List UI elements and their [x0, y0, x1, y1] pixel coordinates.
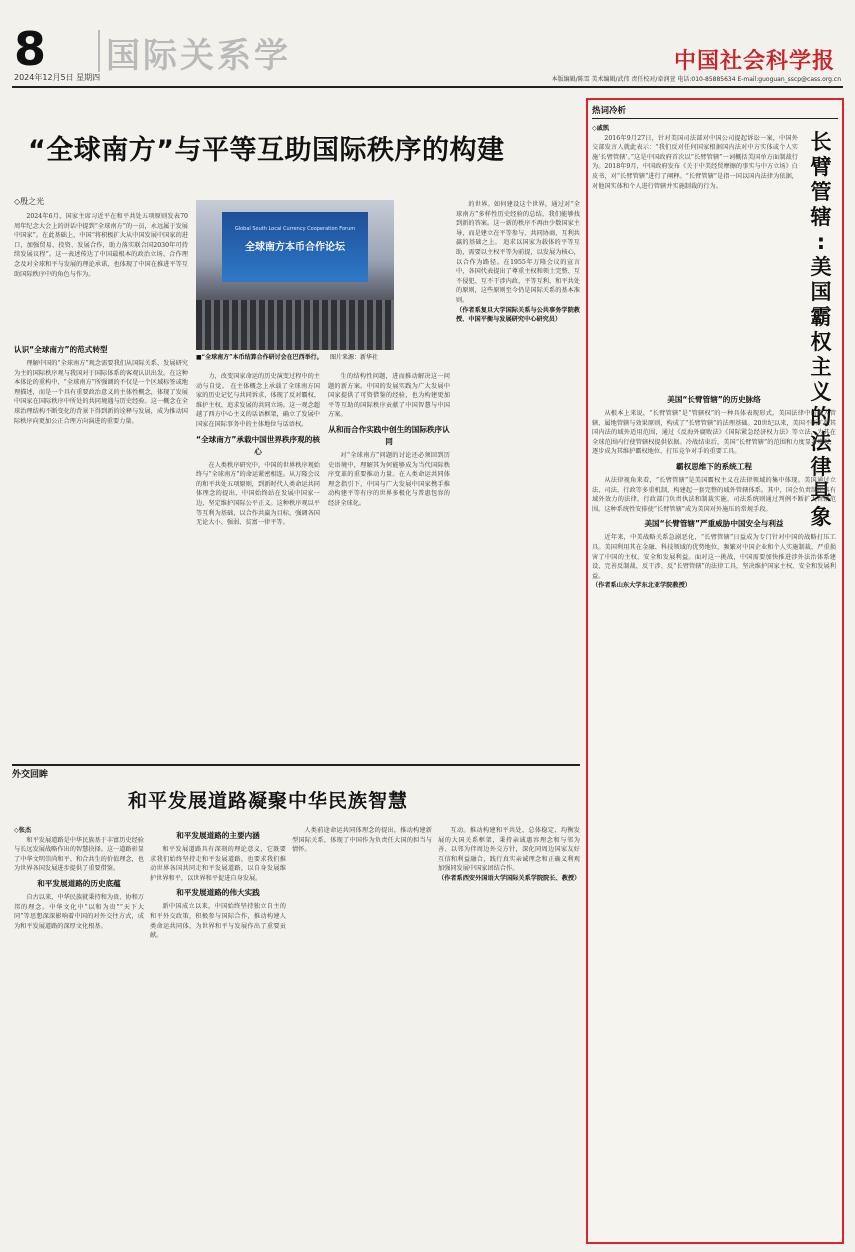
headline-char: :	[816, 230, 826, 254]
headline-char: 霸	[810, 305, 832, 329]
sidebar-body3: 近年来，中美战略关系急剧恶化，“长臂管辖”日益成为专门针对中国的战略打压工具。美国利用其在金融、科技领域的优势地位，频繁对中国企业和个人实施制裁，严重损害了中国的主权、安全和发展利益。面对这一挑战，中国需要加快推进涉外法治体系建设，完善反制裁、反干涉、反“长臂管辖”的法律工具，坚决维护国家主权、安全和发展利益。	[592, 534, 836, 580]
s2-column-4	[438, 826, 580, 1240]
headline-char: 辖	[810, 205, 832, 229]
headline-char: 法	[810, 430, 832, 454]
main-column-4	[456, 200, 580, 752]
header-rule	[12, 86, 843, 88]
headline-char: 律	[810, 455, 832, 479]
s2-column-3	[292, 826, 432, 1240]
sidebar-body2: 从法律视角来看，“长臂管辖”是美国霸权主义在法律领域的集中体现。美国通过立法、司法、行政等多重机制，构建起一套完整的域外管辖体系。其中，国会负责制定具有域外效力的法律，行政部门负责执法和制裁实施，司法系统则通过判例不断扩大管辖范围。这种系统性安排使“长臂管辖”成为美国对外施压的常规手段。	[592, 476, 836, 513]
headline-char: 象	[810, 505, 832, 529]
main-col3-text: 在人类秩序研究中，中国的世界秩序观始终与“全球南方”的命运紧密相连。从万隆会议的和平共处五项原则，到新时代人类命运共同体理念的提出，中国始终站在发展中国家一边，坚定维护国际公平正义。这种秩序观以平等互利为基础，以合作共赢为目标，强调各国无论大小、强弱、贫富一律平等。	[196, 461, 320, 527]
main-column-1	[14, 340, 188, 752]
main-author-note: （作者系复旦大学国际关系与公共事务学院教授、中国平衡与发展研究中心研究员）	[456, 306, 580, 324]
main-headline: “全球南方”与平等互助国际秩序的构建	[28, 135, 505, 166]
headline-char: 具	[810, 480, 832, 504]
screen-title-en: Global South Local Currency Cooperation Forum	[234, 226, 356, 232]
s2-col2b-text: 新中国成立以来，中国始终坚持独立自主的和平外交政策，积极参与国际合作，推动构建人类命运共同体，为世界和平与发展作出了重要贡献。	[150, 903, 286, 940]
section-title: 国际关系学	[106, 36, 291, 76]
headline-char: 的	[810, 405, 832, 429]
s2-col1b-text: 自古以来，中华民族就秉持和为贵、协和万邦的理念。中华文化中“以和为贵”“天下大同”等思想深深影响着中国的对外交往方式，成为和平发展道路的深厚文化根基。	[14, 893, 144, 930]
main-lead-column	[14, 212, 188, 336]
subheading-practice: 从和而合作实践中创生的国际秩序认同	[328, 424, 450, 446]
s2-col4-text: 互动。推动构建和平共处、总体稳定、均衡发展的大国关系框架，秉持亲诚惠容理念和与邻为善、以邻为伴周边外交方针，深化同周边国家友好互信和利益融合，践行真实亲诚理念和正确义利观加强同发展中国家团结合作。	[438, 827, 580, 873]
masthead-logo: 中国社会科学报	[673, 48, 835, 74]
sidebar-tab-rule	[592, 118, 838, 119]
s2-column-1	[14, 826, 144, 1240]
headline-char: 国	[810, 280, 832, 304]
headline-char: 义	[810, 380, 832, 404]
main-col6-text: 的世界。如何建设这个世界，通过对“全球南方”多样性历史经验的总结，我们能够找到新的答案。这一新的秩序不再由少数国家主导，而是建立在平等参与、共同协商、互利共赢的基础之上。 追求以国家为载体的平等互助，需要以主权平等为前提，以发展为核心，以合作为路径。在1955年万隆会议的宣言中，各国代表提出了尊重主权和领土完整、互不侵犯、互不干涉内政、平等互利、和平共处的原则，这些原则至今仍是国际关系的基本准则。	[456, 201, 580, 304]
sidebar-subheading-threat: 美国“长臂管辖”严重威胁中国安全与利益	[644, 519, 784, 529]
headline-char: 长	[810, 130, 832, 154]
sidebar-subheading-history: 美国“长臂管辖”的历史脉络	[667, 395, 761, 404]
s2-author-note: （作者系西安外国语大学国际关系学院院长、教授）	[438, 874, 580, 882]
section2-rule	[12, 764, 580, 766]
main-col2-text: 力，改变国家命运的历史演变过程中的主动与自觉。 在主体概念上承载了全球南方国家的历史记忆与共同诉求，体现了反对霸权、维护主权、追求发展的共同立场。这一观念超越了西方中心主义的话语框架，确立了发展中国家在国际事务中的主体地位与话语权。	[196, 373, 320, 428]
sidebar-tab: 热词冷析	[592, 106, 627, 116]
main-lead-text: 2024年6月，国家主席习近平在和平共处五项原则发表70周年纪念大会上的讲话中提到“全球南方”的一员，永远属于发展中国家”。在此基础上，中国“将积极扩大从中国发展中国家的进口，加强贸易、投资、发展合作，助力落实联合国2030年可持续发展议程”。这一表述传达了中国最根本的政治立场、合作理念及对全球和平与发展的理论承诺，也体现了中国在推进平等互助国际秩序中的角色与作为。	[14, 213, 188, 278]
section2-headline: 和平发展道路凝聚中华民族智慧	[128, 790, 409, 812]
section2-tab: 外交回眸	[12, 770, 49, 780]
sidebar-lead-text: 2016年9月27日，针对美国司法部对中国公司提起诉讼一案，中国外交部发言人就此表示：“我们反对任何国家根据国内法对中方实体或个人实施‘长臂管辖’。”这是中国政府首次以“长臂管辖”一词概括美国单方面制裁行为。2018年9月，中国政府发布《关于中美经贸摩擦的事实与中方立场》白皮书，对“长臂管辖”进行了阐释。“长臂管辖”是指一国以国内法律为依据，对他国实体和个人进行管辖并实施制裁的行为。	[592, 134, 798, 190]
headline-char: 美	[810, 255, 832, 279]
photo-credit: 图片来源：新华社	[330, 354, 379, 361]
forum-photo	[196, 200, 394, 350]
s2-column-2	[150, 826, 286, 1240]
main-byline: ◇殷之光	[14, 197, 45, 206]
headline-char: 臂	[810, 155, 832, 179]
sidebar-byline: ◇戚凯	[592, 125, 610, 132]
screen-title-zh: 全球南方本币合作论坛	[245, 242, 345, 253]
headline-char: 主	[810, 355, 832, 379]
header-divider	[98, 30, 100, 72]
sidebar-body1: 从根本上来说，“长臂管辖”是“管辖权”的一种具体表现形式。美国法律中的属人管辖、属地管辖与效果原则，构成了“长臂管辖”的法理基础。20世纪以来，美国不断扩张其国内法的域外适用范围，通过《反海外腐败法》《国际紧急经济权力法》等立法，为其在全球范围内行使管辖权提供依据。冷战结束后，美国“长臂管辖”的范围和力度显著增强，逐步成为其维护霸权地位、打压竞争对手的重要工具。	[592, 410, 836, 456]
audience-seats	[196, 300, 394, 350]
subheading-paradigm: 认识“全球南方”的范式转型	[14, 345, 108, 354]
photo-caption: ■“全球南方”本币结算合作研讨会在巴西举行。	[196, 354, 323, 361]
issue-date: 2024年12月5日 星期四	[14, 73, 101, 82]
s2-col3-text: 人类前途命运共同体理念的提出，推动构建新型国际关系，体现了中国作为负责任大国的担当与情怀。	[292, 827, 432, 854]
s2-col1-text: 和平发展道路是中华民族基于丰富历史经验与长远发展战略作出的智慧抉择。这一道路彰显了中华文明崇尚和平、和合共生的价值理念，也为世界各国发展进步提供了重要借鉴。	[14, 836, 144, 873]
s2-subheading-history: 和平发展道路的历史底蕴	[37, 878, 121, 888]
forum-screen	[222, 212, 368, 282]
page-number: 8	[14, 22, 47, 76]
hotword-sidebar	[586, 98, 844, 1244]
subheading-order-view: “全球南方”承载中国世界秩序观的核心	[196, 434, 320, 456]
sidebar-subheading-system: 霸权思维下的系统工程	[676, 461, 752, 471]
s2-subheading-content: 和平发展道路的主要内涵	[176, 831, 260, 840]
main-column-3	[328, 372, 450, 752]
page-header	[0, 0, 855, 88]
headline-char: 管	[810, 180, 832, 204]
s2-col2-text: 和平发展道路具有深刻的理论意义，它既要求我们始终坚持走和平发展道路，也要求我们推动世界各国共同走和平发展道路，以自身发展维护世界和平，以世界和平促进自身发展。	[150, 846, 286, 882]
main-column-2	[196, 372, 320, 752]
sidebar-author-note: （作者系山东大学东北亚学院教授）	[592, 582, 691, 590]
headline-char: 权	[810, 330, 832, 354]
editor-credits: 本版编辑/陈雪 美术编辑/武伟 责任校对/牵润萱 电话:010-85885634 E-mail:guoguan_sscp@cass.org.cn	[551, 76, 841, 83]
main-col1-text: 理解中国的“全球南方”观念需要我们从国际关系、发展研究为主的国际秩序观与我国对于国际体系的客观认识出发。在这种本体论的重构中，“全球南方”所强调的不仅是一个区域标签或地理描述，而是一个具有重要政治意义的主体性概念，体现了发展中国家在国际秩序中所处的共同境遇与历史经验。这一概念在全球治理结构不断变化的背景下得到新的诠释与发展，成为推动国际秩序向更加公正合理方向演进的重要力量。	[14, 360, 188, 425]
sidebar-body-column	[592, 390, 836, 1236]
s2-byline: ◇张杰	[14, 827, 32, 834]
sidebar-lead-column	[592, 124, 798, 384]
main-col4-text: 生的结构性问题，进而推动解决这一问题的新方案。中国的发展实践为广大发展中国家提供了可资借鉴的经验，也为构建更加平等互助的国际秩序贡献了中国智慧与中国方案。	[328, 373, 450, 419]
s2-subheading-practice: 和平发展道路的伟大实践	[176, 888, 260, 898]
main-col5-text: 对“全球南方”问题的讨论还必须回到历史语境中，理解其为何能够成为当代国际秩序变革的重要推动力量。在人类命运共同体理念指引下，中国与广大发展中国家携手推动构建平等有序的世界多极化与普惠包容的经济全球化。	[328, 451, 450, 507]
